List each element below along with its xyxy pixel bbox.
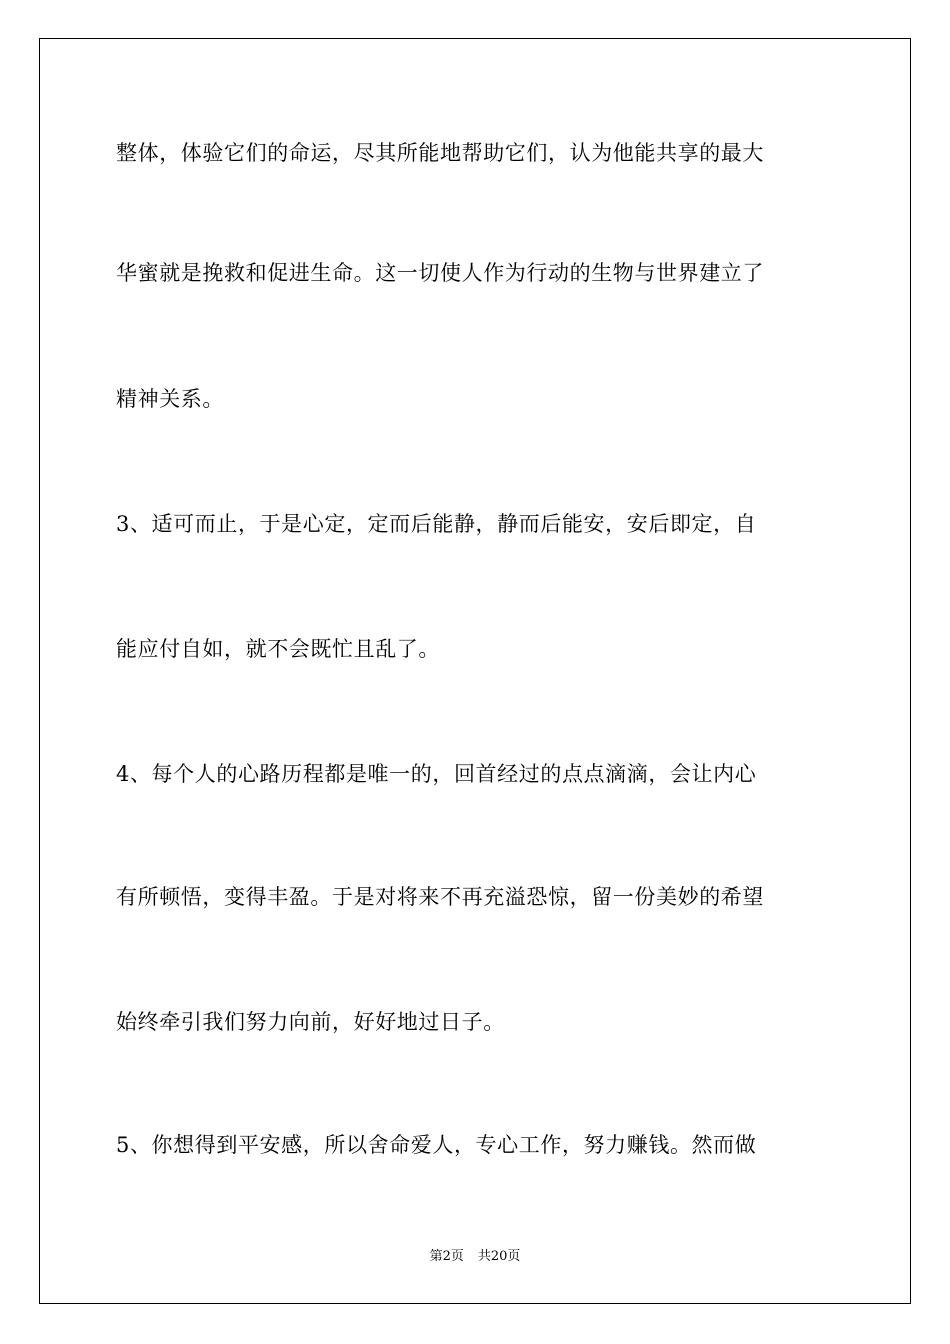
page-total: 共20页 [477,1249,521,1264]
page-border [39,38,911,1304]
text-line-9: 5、你想得到平安感，所以舍命爱人，专心工作，努力赚钱。然而做 [116,1133,757,1157]
text-line-4: 3、适可而止，于是心定，定而后能静，静而后能安，安后即定，自 [116,512,757,536]
page-footer [0,1248,950,1266]
text-line-1: 整体，体验它们的命运，尽其所能地帮助它们，认为他能共享的最大 [116,141,764,165]
text-line-2: 华蜜就是挽救和促进生命。这一切使人作为行动的生物与世界建立了 [116,261,764,285]
text-line-6: 4、每个人的心路历程都是唯一的，回首经过的点点滴滴，会让内心 [116,762,757,786]
text-line-8: 始终牵引我们努力向前，好好地过日子。 [116,1010,505,1034]
text-line-3: 精神关系。 [116,387,224,411]
text-line-5: 能应付自如，就不会既忙且乱了。 [116,637,440,661]
text-line-7: 有所顿悟，变得丰盈。于是对将来不再充溢恐惊，留一份美妙的希望 [116,885,764,909]
page-number: 第2页 [429,1249,464,1264]
